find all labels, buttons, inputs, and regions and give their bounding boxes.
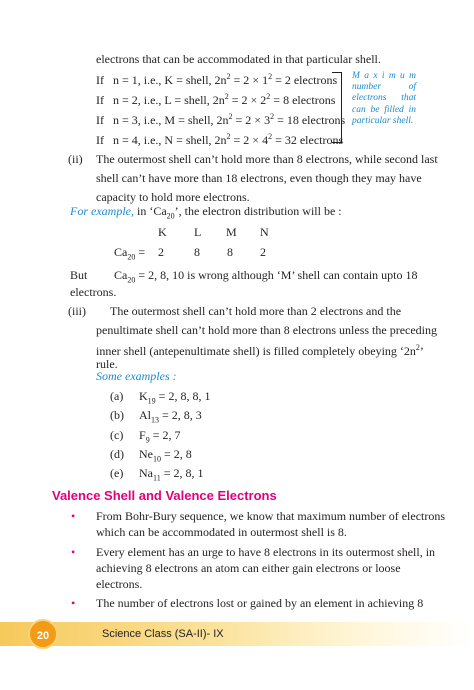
formula-line-1: If n = 1, i.e., K = shell, $2n^2 = 2 \times 1^2 = 2$ electrons xyxy=(96,72,338,87)
example-e-label: (e) xyxy=(110,466,124,480)
bullet-marker-1: • xyxy=(71,509,76,523)
example-b-value: $Al_{13} = 2$, 8, 3 xyxy=(139,408,202,425)
example-d-label: (d) xyxy=(110,447,124,461)
shell-value-k: 2 xyxy=(158,245,164,259)
bullet-2-line-1: Every element has an urge to have 8 electrons in its outermost shell, in xyxy=(96,545,436,559)
example-c-value: $F_9 = 2$, 7 xyxy=(139,428,181,445)
but-text: $Ca_{20} = 2$, 8, 10 is wrong although ‘M’ shell can contain upto 18 xyxy=(114,268,418,285)
bullet-marker-3: • xyxy=(71,596,76,610)
shell-header-l: L xyxy=(194,225,202,239)
shell-value-m: 8 xyxy=(227,245,233,259)
page-number-badge: 20 xyxy=(28,619,58,649)
example-label: For example, xyxy=(70,204,134,218)
section-title: Valence Shell and Valence Electrons xyxy=(52,488,277,503)
intro-line: electrons that can be accommodated in that particular shell. xyxy=(96,52,381,66)
point-iii-line-1: The outermost shell can’t hold more than 2 electrons and the xyxy=(110,304,402,318)
bullet-2-line-2: achieving 8 electrons an atom can either gain electrons or loose xyxy=(96,561,401,575)
bullet-marker-2: • xyxy=(71,545,76,559)
side-note: M a x i m u m number of electrons that can be filled in particular shell. xyxy=(352,71,416,126)
example-e-value: $Na_{11} = 2$, 8, 1 xyxy=(139,466,204,483)
point-iii-number: (iii) xyxy=(68,304,86,318)
bullet-2-line-3: electrons. xyxy=(96,577,143,591)
footer-bar xyxy=(0,622,474,646)
formula-line-3: If n = 3, i.e., M = shell, $2n^2 = 2 \times 3^2 = 18$ electrons xyxy=(96,112,346,127)
example-b-label: (b) xyxy=(110,408,124,422)
but-label: But xyxy=(70,268,88,282)
point-iii-line-4: rule. xyxy=(96,357,118,371)
example-d-value: $Ne_{10} = 2$, 8 xyxy=(139,447,192,464)
shell-header-n: N xyxy=(260,225,269,239)
point-iii-line-2: penultimate shell can’t hold more than 8 electrons unless the preceding xyxy=(96,323,438,337)
example-c-label: (c) xyxy=(110,428,124,442)
point-ii-line-1: The outermost shell can’t hold more than 8 electrons, while second last xyxy=(96,152,438,166)
shell-value-n: 2 xyxy=(260,245,266,259)
formula-line-2: If n = 2, i.e., L = shell, $2n^2 = 2 \times 2^2 = 8$ electrons xyxy=(96,92,336,107)
point-ii-line-3: capacity to hold more electrons. xyxy=(96,190,250,204)
shell-row-label: $Ca_{20}$ = xyxy=(114,245,146,262)
point-iii-line-3: inner shell (antepenultimate shell) is filled completely obeying ‘$2n^2$’ xyxy=(96,343,424,358)
example-a-value: $K_{19} = 2$, 8, 8, 1 xyxy=(139,389,211,406)
bracket-line xyxy=(332,72,342,143)
example-a-label: (a) xyxy=(110,389,124,403)
shell-header-m: M xyxy=(226,225,237,239)
footer-title: Science Class (SA-II)- IX xyxy=(102,628,224,640)
bullet-1-line-2: which can be accommodated in outermost shell is 8. xyxy=(96,525,347,539)
shell-value-l: 8 xyxy=(194,245,200,259)
formula-line-4: If n = 4, i.e., N = shell, $2n^2 = 2 \times 4^2 = 32$ electrons xyxy=(96,132,344,147)
shell-header-k: K xyxy=(158,225,167,239)
but-line-2: electrons. xyxy=(70,285,117,299)
some-examples-label: Some examples : xyxy=(96,369,177,383)
point-ii-line-2: shell can’t have more than 18 electrons, even though they may have xyxy=(96,171,422,185)
bullet-1-line-1: From Bohr-Bury sequence, we know that maximum number of electrons xyxy=(96,509,446,523)
example-line: For example, in ‘$Ca_{20}$’, the electron distribution will be : xyxy=(70,204,342,221)
point-ii-number: (ii) xyxy=(68,152,83,166)
bullet-3-line-1: The number of electrons lost or gained by an element in achieving 8 xyxy=(96,596,424,610)
